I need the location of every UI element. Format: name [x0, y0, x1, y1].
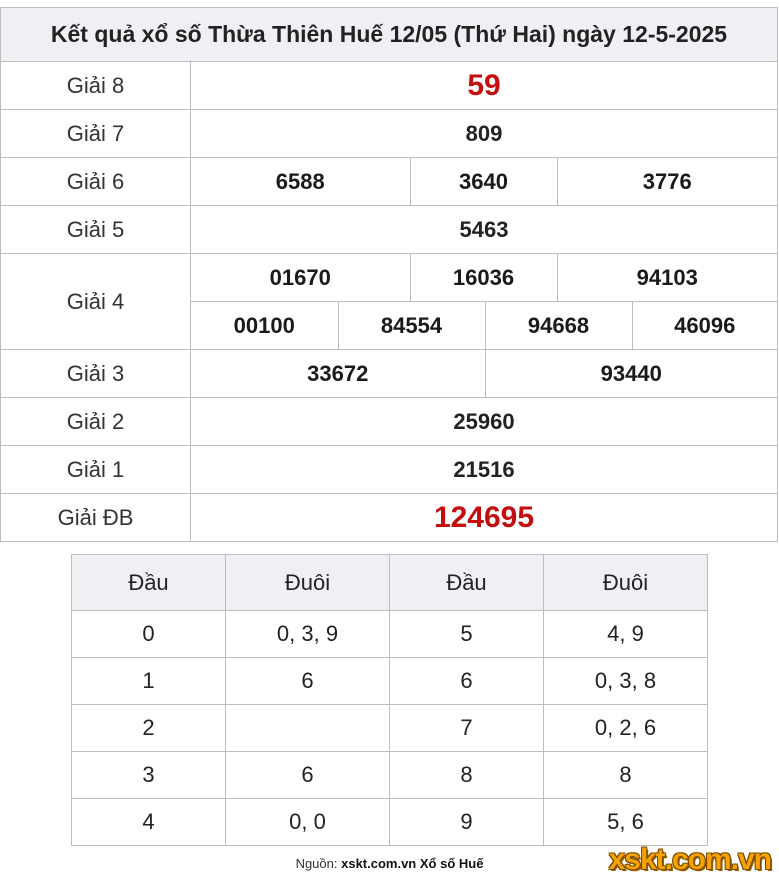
table-cell: 0: [72, 611, 226, 658]
table-cell: 0, 3, 9: [226, 611, 390, 658]
prize-4-value: 84554: [338, 302, 485, 350]
column-header: Đầu: [72, 555, 226, 611]
table-cell: 9: [390, 799, 544, 846]
table-row: [72, 658, 708, 705]
table-cell: [226, 705, 390, 752]
table-row: [72, 611, 708, 658]
prize-label: Giải 4: [1, 254, 191, 350]
prize-5-value: 5463: [191, 206, 778, 254]
prize-row-4: [1, 254, 778, 350]
table-cell: 8: [544, 752, 708, 799]
prize-row-3: [1, 350, 778, 398]
table-row: [72, 705, 708, 752]
table-cell: 0, 2, 6: [544, 705, 708, 752]
prize-4-value: 94103: [557, 254, 777, 301]
table-cell: 0, 0: [226, 799, 390, 846]
table-row: [72, 752, 708, 799]
table-cell: 2: [72, 705, 226, 752]
prize-3-value: 93440: [485, 350, 777, 397]
dau-duoi-header: [72, 555, 708, 611]
prize-row-2: [1, 398, 778, 446]
prize-3-value: 33672: [307, 360, 369, 386]
prize-row-7: [1, 110, 778, 158]
prize-6-value: 3640: [410, 158, 557, 205]
prize-1-value: 21516: [191, 446, 778, 494]
prize-4-value: 94668: [485, 302, 632, 350]
table-cell: 0, 3, 8: [544, 658, 708, 705]
prize-label: Giải 3: [1, 350, 191, 398]
prize-2-value: 25960: [191, 398, 778, 446]
column-header: Đuôi: [226, 555, 390, 611]
prize-row-1: [1, 446, 778, 494]
prize-7-value: 809: [191, 110, 778, 158]
prize-row-6: [1, 158, 778, 206]
prize-row-5: [1, 206, 778, 254]
column-header: Đầu: [390, 555, 544, 611]
prize-8-value: 59: [191, 62, 778, 110]
prize-4-values-top: [191, 254, 777, 301]
prize-4-value: 00100: [233, 312, 295, 338]
prize-label: Giải 5: [1, 206, 191, 254]
prize-label: Giải 7: [1, 110, 191, 158]
table-cell: 5, 6: [544, 799, 708, 846]
table-cell: 6: [226, 658, 390, 705]
table-cell: 1: [72, 658, 226, 705]
table-cell: 7: [390, 705, 544, 752]
prize-row-8: [1, 62, 778, 110]
prize-6-value: 3776: [557, 158, 777, 205]
special-prize-value: 124695: [191, 494, 778, 542]
source-site: xskt.com.vn Xổ số Huế: [341, 856, 484, 871]
table-cell: 6: [390, 658, 544, 705]
prize-label: Giải 6: [1, 158, 191, 206]
prize-label: Giải ĐB: [1, 494, 191, 542]
prize-4-value: 46096: [632, 302, 777, 350]
source-prefix: Nguồn:: [295, 856, 338, 871]
prize-label: Giải 8: [1, 62, 191, 110]
prize-4-value: 16036: [410, 254, 557, 301]
table-cell: 6: [226, 752, 390, 799]
results-table: [0, 7, 778, 542]
table-cell: 4: [72, 799, 226, 846]
table-cell: 5: [390, 611, 544, 658]
prize-label: Giải 2: [1, 398, 191, 446]
table-cell: 8: [390, 752, 544, 799]
prize-6-value: 6588: [275, 168, 325, 194]
prize-label: Giải 1: [1, 446, 191, 494]
results-title: Kết quả xổ số Thừa Thiên Huế 12/05 (Thứ Hai) ngày 12-5-2025: [1, 8, 778, 62]
prize-6-values: [191, 158, 777, 205]
prize-4-value: 01670: [269, 264, 331, 290]
prize-row-special: [1, 494, 778, 542]
table-cell: 3: [72, 752, 226, 799]
prize-4-values-bottom: [191, 301, 777, 349]
dau-duoi-table: [71, 554, 708, 846]
site-logo: xskt.com.vn: [608, 843, 771, 876]
table-cell: 4, 9: [544, 611, 708, 658]
prize-3-values: [191, 350, 777, 397]
column-header: Đuôi: [544, 555, 708, 611]
table-row: [72, 799, 708, 846]
